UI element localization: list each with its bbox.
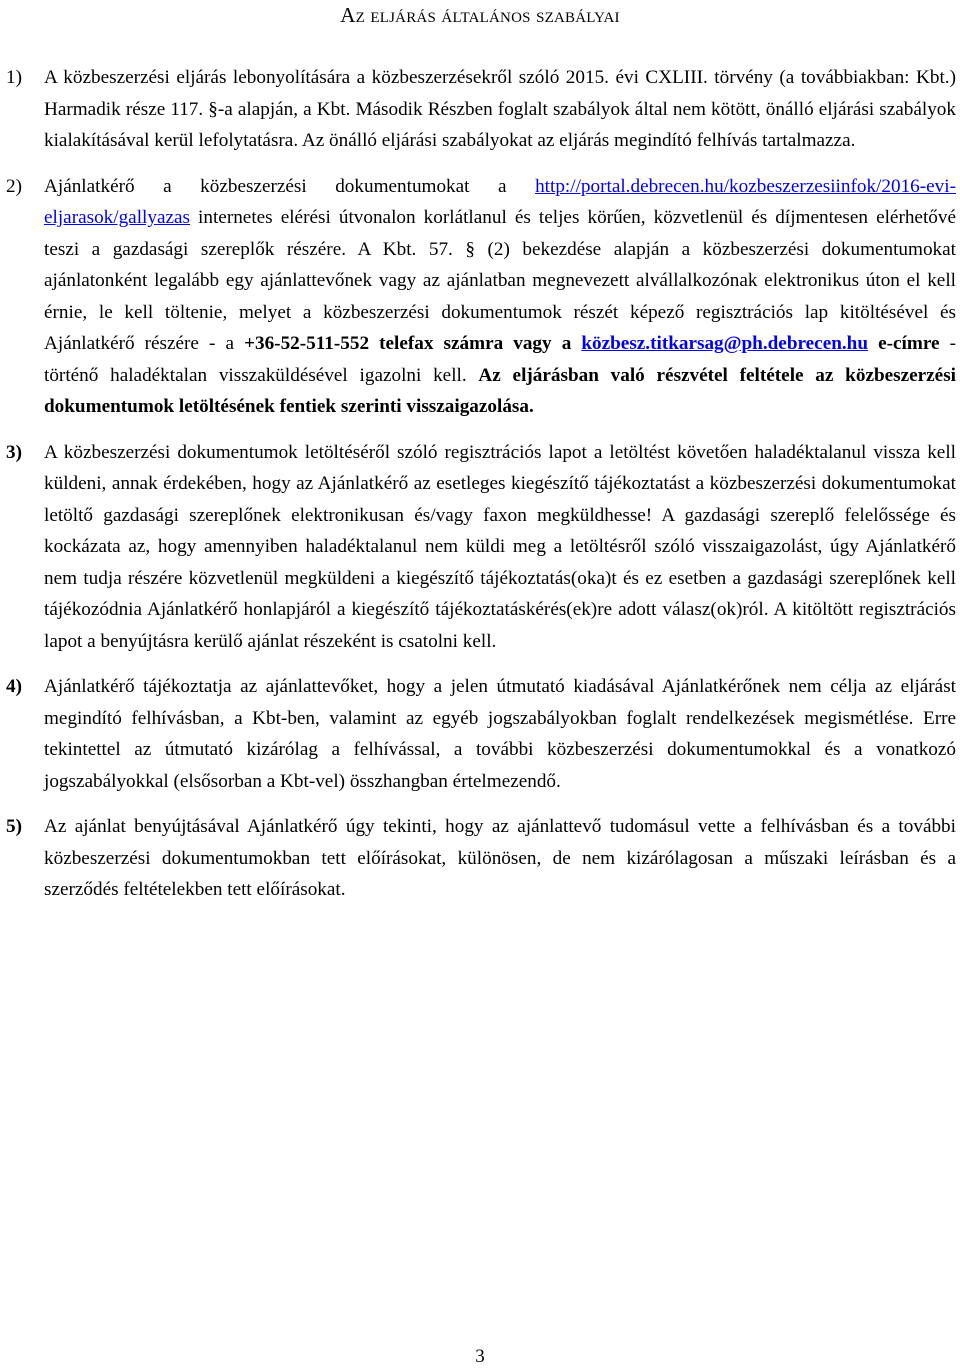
item-text: - történő haladéktalan visszaküldésével igazolni kell. xyxy=(44,333,956,386)
page-title: Az eljárás általános szabályai xyxy=(340,3,620,27)
item-number: 5) xyxy=(6,816,22,837)
email-link[interactable]: közbesz.titkarsag@ph.debrecen.hu xyxy=(581,333,869,354)
item-number: 2) xyxy=(6,175,22,197)
item-text: Az ajánlat benyújtásával Ajánlatkérő úgy tekinti, hogy az ajánlattevő tudomásul vette a felhívásban és a további közbeszerzési dokumentumokban tett előírásokat, különösen, de nem kizárólagosan a műszaki leírásban és a szerződés feltételekben tett előírásokat. xyxy=(44,816,956,900)
list-item-2 xyxy=(0,171,960,423)
list-item-5 xyxy=(0,811,960,906)
item-number: 1) xyxy=(6,67,22,88)
item-number: 4) xyxy=(6,676,22,697)
item-text: internetes elérési útvonalon korlátlanul és teljes körűen, közvetlenül és díjmentesen elérhetővé teszi a gazdasági szereplők részére. A Kbt. 57. § (2) bekezdése alapján a közbeszerzési dokumentumokat ajánlatonként legalább egy ajánlattevőnek vagy az ajánlatban megnevezett alvállalkozónak elektronikus úton el kell érnie, le kell töltenie, melyet a közbeszerzési dokumentumok részét képező regisztrációs lap kitöltésével és Ajánlatkérő részére - a xyxy=(44,207,956,354)
list-item-4 xyxy=(0,671,960,797)
page-number: 3 xyxy=(475,1346,485,1367)
document-body xyxy=(0,62,960,920)
condition-text: Az eljárásban való részvétel feltétele az közbeszerzési dokumentumok letöltésének fentiek szerinti visszaigazolása. xyxy=(44,364,956,417)
item-text: A közbeszerzési eljárás lebonyolítására a közbeszerzésekről szóló 2015. évi CXLIII. törvény (a továbbiakban: Kbt.) Harmadik része 117. §-a alapján, a Kbt. Második Részben foglalt szabályok által nem kötött, önálló eljárási szabályok kialakításával kerül lefolytatásra. Az önálló eljárási szabályokat az eljárás megindító felhívás tartalmazza. xyxy=(44,67,956,151)
list-item-3 xyxy=(0,437,960,658)
item-number: 3) xyxy=(6,441,22,463)
email-suffix-text: e-címre xyxy=(868,333,940,354)
list-item-1 xyxy=(0,62,960,157)
fax-text: +36-52-511-552 telefax számra vagy a xyxy=(244,333,582,354)
item-text: A közbeszerzési dokumentumok letöltéséről szóló regisztrációs lapot a letöltést követően haladéktalanul vissza kell küldeni, annak érdekében, hogy az Ajánlatkérő az esetleges kiegészítő tájékoztatást a közbeszerzési dokumentumokat letöltő gazdasági szereplőnek elektronikusan és/vagy faxon megküldhesse! A gazdasági szereplő felelőssége és kockázata az, hogy amennyiben haladéktalanul nem küldi meg a letöltésről szóló visszaigazolást, úgy Ajánlatkérő nem tudja részére közvetlenül megküldeni a kiegészítő tájékoztatás(oka)t és ez esetben a gazdasági szereplőnek kell tájékozódnia Ajánlatkérő honlapjáról a kiegészítő tájékoztatáskérés(ek)re adott válasz(ok)ról. A kitöltött regisztrációs lapot a benyújtásra kerülő ajánlat részeként is csatolni kell. xyxy=(44,441,956,652)
item-text: Ajánlatkérő tájékoztatja az ajánlattevőket, hogy a jelen útmutató kiadásával Ajánlatkérőnek nem célja az eljárást megindító felhívásban, a Kbt-ben, valamint az egyéb jogszabályokban foglalt rendelkezések megismétlése. Erre tekintettel az útmutató kizárólag a felhívással, a további közbeszerzési dokumentumokkal és a vonatkozó jogszabályokkal (elsősorban a Kbt-vel) összhangban értelmezendő. xyxy=(44,676,956,792)
item-text: Ajánlatkérő a közbeszerzési dokumentumokat a xyxy=(44,175,536,197)
portal-link[interactable]: http://portal.debrecen.hu/kozbeszerzesiinfok/2016-evi-eljarasok/gallyazas xyxy=(44,175,956,228)
